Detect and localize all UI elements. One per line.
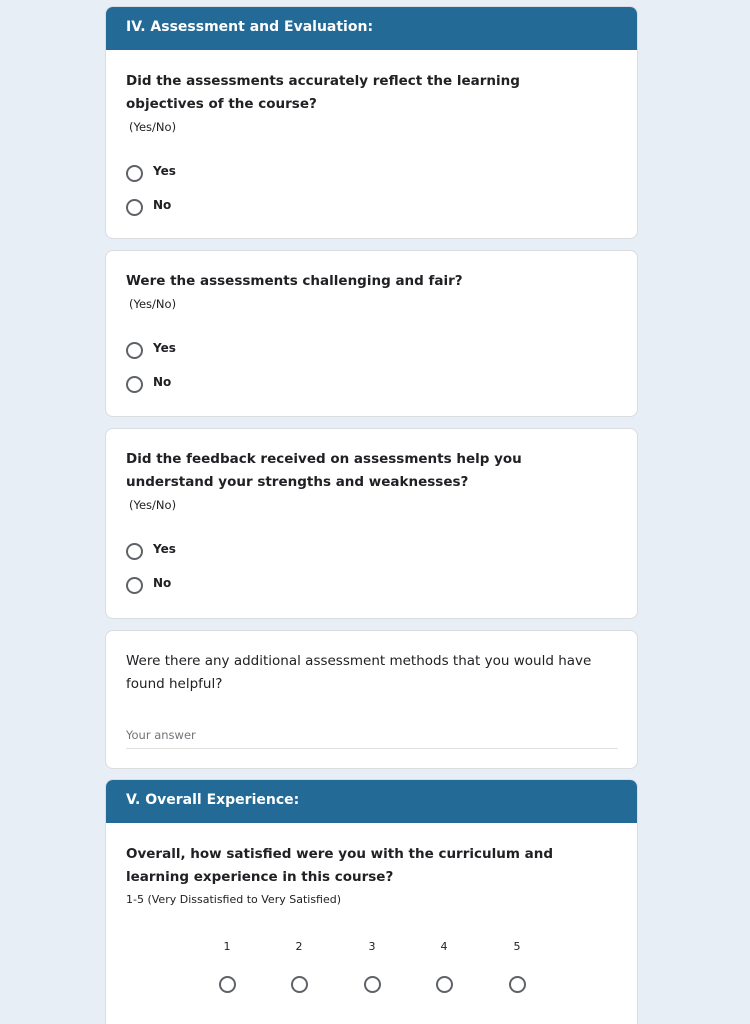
question-title: Were there any additional assessment methods that you would have found helpful? <box>126 653 592 692</box>
question-card-feedback <box>105 428 638 619</box>
scale-label: 1 <box>223 940 231 953</box>
question-description: (Yes/No) <box>129 297 177 311</box>
section-assessment-card <box>105 6 638 239</box>
option-label: Yes <box>153 164 176 178</box>
radio-option-no[interactable] <box>126 190 617 224</box>
scale-option-1[interactable] <box>212 940 242 997</box>
question-title: Overall, how satisfied were you with the curriculum and learning experience in this course? <box>126 846 553 885</box>
scale-option-5[interactable] <box>502 940 532 997</box>
radio-option-no[interactable] <box>126 568 617 602</box>
question-description: (Yes/No) <box>129 498 177 512</box>
scale-label: 2 <box>295 940 303 953</box>
radio-circle-icon[interactable] <box>126 376 143 393</box>
question-title: Were the assessments challenging and fair? <box>126 273 463 289</box>
question-description: (Yes/No) <box>129 120 177 134</box>
section-header: IV. Assessment and Evaluation: <box>106 7 637 50</box>
radio-circle-icon[interactable] <box>126 342 143 359</box>
radio-circle-icon[interactable] <box>219 976 236 993</box>
option-label: No <box>153 198 172 212</box>
option-label: Yes <box>153 341 176 355</box>
radio-circle-icon[interactable] <box>126 577 143 594</box>
linear-scale <box>126 906 617 1016</box>
radio-circle-icon[interactable] <box>291 976 308 993</box>
radio-option-yes[interactable] <box>126 534 617 568</box>
scale-option-3[interactable] <box>357 940 387 997</box>
option-label: Yes <box>153 542 176 556</box>
answer-input[interactable] <box>126 724 618 749</box>
question-card-challenging <box>105 250 638 417</box>
question-title: Did the feedback received on assessments help you understand your strengths and weaknesses? <box>126 451 522 490</box>
radio-circle-icon[interactable] <box>364 976 381 993</box>
radio-circle-icon[interactable] <box>436 976 453 993</box>
question-card-additional-methods <box>105 630 638 769</box>
scale-label: 3 <box>368 940 376 953</box>
question-description: 1-5 (Very Dissatisfied to Very Satisfied) <box>126 893 342 906</box>
question-title: Did the assessments accurately reflect the learning objectives of the course? <box>126 73 520 112</box>
option-label: No <box>153 576 172 590</box>
radio-circle-icon[interactable] <box>126 165 143 182</box>
option-label: No <box>153 375 172 389</box>
radio-option-yes[interactable] <box>126 333 617 367</box>
radio-group <box>126 534 617 602</box>
radio-circle-icon[interactable] <box>126 543 143 560</box>
section-header: V. Overall Experience: <box>106 780 637 823</box>
scale-label: 4 <box>440 940 448 953</box>
radio-circle-icon[interactable] <box>509 976 526 993</box>
radio-group <box>126 156 617 224</box>
scale-option-4[interactable] <box>429 940 459 997</box>
radio-group <box>126 333 617 401</box>
section-overall-card <box>105 779 638 1024</box>
scale-option-2[interactable] <box>284 940 314 997</box>
radio-circle-icon[interactable] <box>126 199 143 216</box>
scale-label: 5 <box>513 940 521 953</box>
radio-option-yes[interactable] <box>126 156 617 190</box>
radio-option-no[interactable] <box>126 367 617 401</box>
